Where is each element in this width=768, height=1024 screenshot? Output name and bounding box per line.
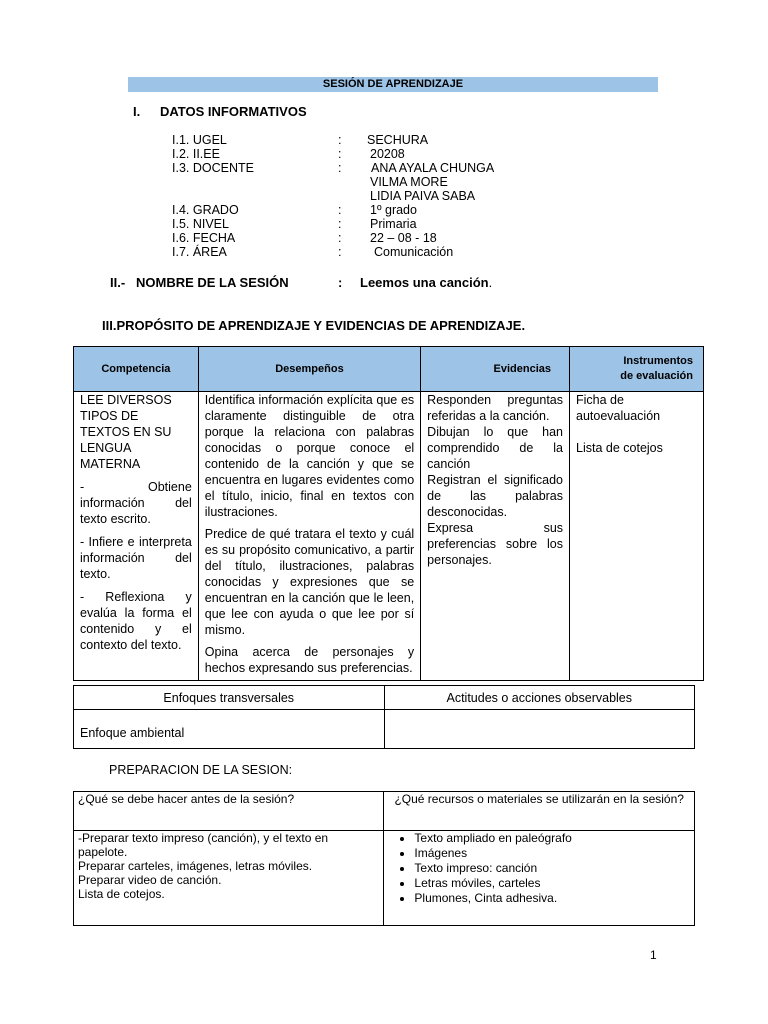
- header-evidencias: Evidencias: [421, 347, 570, 392]
- desempeno-paragraph: Identifica información explícita que es claramente distinguible de otra porque la relaciona con palabras conocidas o porque conoce el contenido de la canción y que se encuentra en lugares evidentes como el título, inicio, final en textos con ilustraciones.: [204, 393, 415, 519]
- competencia-item: - Obtiene información del texto escrito.: [80, 480, 192, 526]
- info-label: I.4. GRADO: [172, 203, 239, 217]
- resource-item: • Letras móviles, carteles: [414, 876, 690, 891]
- info-value: VILMA MORE: [370, 175, 448, 189]
- evidencias-cell: [421, 392, 570, 681]
- header-competencia: Competencia: [74, 347, 199, 392]
- info-colon: :: [338, 161, 342, 175]
- competencia-item: - Infiere e interpreta información del texto.: [80, 535, 192, 581]
- info-colon: :: [338, 217, 342, 231]
- evidencia-item: Responden preguntas referidas a la canción.: [427, 393, 564, 423]
- section2-number: II.-: [110, 275, 126, 290]
- session-name-text: Leemos una canción: [360, 275, 489, 290]
- info-label: I.7. ÁREA: [172, 245, 227, 259]
- info-label: I.5. NIVEL: [172, 217, 229, 231]
- session-name: Leemos una canción.: [360, 275, 493, 290]
- info-value: Comunicación: [374, 245, 454, 259]
- prep-action-line: Preparar carteles, imágenes, letras móviles.: [78, 859, 313, 873]
- document-title: SESIÓN DE APRENDIZAJE: [128, 77, 658, 92]
- prep-action-line: -Preparar texto impreso (canción), y el texto en papelote.: [78, 831, 329, 859]
- info-value: 20208: [370, 147, 405, 161]
- info-colon: :: [338, 245, 342, 259]
- instrumento-item: Lista de cotejos: [576, 441, 663, 455]
- resource-item: • Texto ampliado en paleógrafo: [414, 831, 690, 846]
- transversal-table: [73, 685, 695, 749]
- transversal-header-left: Enfoques transversales: [74, 686, 385, 710]
- preparation-table: [73, 791, 695, 926]
- section1-heading: DATOS INFORMATIVOS: [160, 104, 307, 119]
- header-desempenos: Desempeños: [198, 347, 420, 392]
- section3-heading: III.PROPÓSITO DE APRENDIZAJE Y EVIDENCIAS DE APRENDIZAJE.: [102, 318, 526, 333]
- info-colon: :: [338, 203, 342, 217]
- desempenos-cell: [198, 392, 420, 681]
- competencia-cell: [74, 392, 199, 681]
- prep-actions-cell: [74, 831, 384, 926]
- prep-action-line: Preparar video de canción.: [78, 873, 222, 887]
- info-label: I.3. DOCENTE: [172, 161, 254, 175]
- competencia-item: - Reflexiona y evalúa la forma el contenido y el contexto del texto.: [80, 590, 192, 652]
- section2-heading: NOMBRE DE LA SESIÓN: [136, 275, 289, 290]
- info-label: I.6. FECHA: [172, 231, 236, 245]
- transversal-enfoque: Enfoque ambiental: [74, 710, 385, 749]
- info-colon: :: [338, 231, 342, 245]
- info-colon: :: [338, 147, 342, 161]
- purpose-table: [73, 346, 704, 681]
- resource-item: • Texto impreso: canción: [414, 861, 690, 876]
- preparacion-heading: PREPARACION DE LA SESION:: [109, 763, 293, 777]
- prep-action-line: Lista de cotejos.: [78, 887, 165, 901]
- prep-header-right: ¿Qué recursos o materiales se utilizarán en la sesión?: [384, 792, 695, 831]
- instrumento-item: Ficha de autoevaluación: [576, 393, 661, 423]
- page-number: 1: [650, 948, 657, 962]
- resources-list: [388, 831, 690, 906]
- info-value: SECHURA: [367, 133, 429, 147]
- header-instrumentos: [570, 347, 704, 392]
- evidencia-item: Registran el significado de las palabras desconocidas.: [427, 473, 564, 519]
- resource-item: • Plumones, Cinta adhesiva.: [414, 891, 690, 906]
- desempeno-paragraph: Opina acerca de personajes y hechos expresando sus preferencias.: [204, 645, 415, 675]
- transversal-header-right: Actitudes o acciones observables: [384, 686, 695, 710]
- evidencia-item: Expresa sus preferencias sobre los personajes.: [427, 521, 564, 567]
- resource-item: • Imágenes: [414, 846, 690, 861]
- info-value: 22 – 08 - 18: [370, 231, 437, 245]
- desempeno-paragraph: Predice de qué tratara el texto y cuál es su propósito comunicativo, a partir del título, ilustraciones, palabras conocidas y expresiones que se encuentran en la canción que le leen, que lee con ayuda o que lee por sí mismo.: [204, 527, 415, 637]
- transversal-actitudes: [384, 710, 695, 749]
- info-value: LIDIA PAIVA SABA: [370, 189, 476, 203]
- info-colon: :: [338, 133, 342, 147]
- info-label: I.2. II.EE: [172, 147, 220, 161]
- instrumentos-cell: [570, 392, 704, 681]
- info-value: 1º grado: [370, 203, 417, 217]
- header-instrumentos-line1: Instrumentos: [623, 355, 693, 367]
- header-instrumentos-line2: de evaluación: [620, 370, 693, 382]
- section1-number: I.: [133, 104, 141, 119]
- info-value: ANA AYALA CHUNGA: [371, 161, 495, 175]
- prep-resources-cell: [384, 831, 695, 926]
- prep-header-left: ¿Qué se debe hacer antes de la sesión?: [74, 792, 384, 831]
- info-value: Primaria: [370, 217, 417, 231]
- info-label: I.1. UGEL: [172, 133, 227, 147]
- competencia-title: LEE DIVERSOS TIPOS DE TEXTOS EN SU LENGUA MATERNA: [80, 393, 172, 471]
- section2-colon: :: [338, 275, 343, 290]
- evidencia-item: Dibujan lo que han comprendido de la canción: [427, 425, 564, 471]
